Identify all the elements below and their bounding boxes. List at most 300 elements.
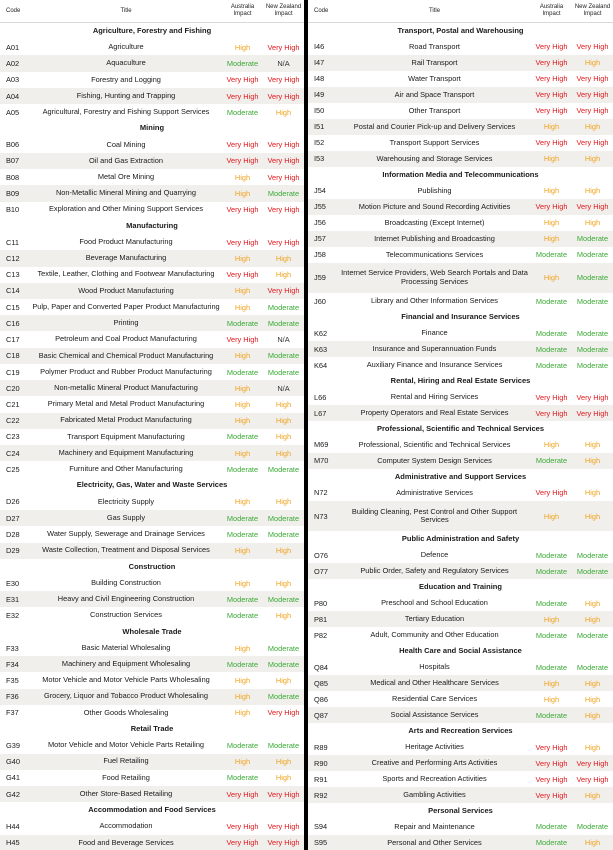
new-zealand-impact: High [275,611,292,621]
australia-impact: High [543,154,560,164]
new-zealand-impact: Very High [267,91,300,101]
new-zealand-impact: Very High [267,172,300,182]
new-zealand-impact: Very High [576,90,609,100]
table-row [0,689,304,705]
industry-code: E31 [6,594,20,604]
industry-title: Primary Metal and Metal Product Manufacturing [47,399,205,409]
table-row [0,429,304,445]
australia-impact: Very High [226,822,259,832]
australia-impact: High [543,614,560,624]
table-row [308,547,613,563]
industry-code: K63 [314,344,328,354]
table-row [308,771,613,787]
new-zealand-impact: Moderate [576,344,609,354]
industry-title: Fishing, Hunting and Trapping [76,90,176,100]
section-title: Information Media and Telecommunications [382,169,539,179]
table-row [0,705,304,721]
new-zealand-impact: Very High [576,42,609,52]
industry-code: F35 [6,675,19,685]
australia-impact: Moderate [535,456,568,466]
industry-title: Rail Transport [411,57,458,67]
section-title: Arts and Recreation Services [408,725,513,735]
table-row [308,71,613,87]
industry-title: Electricity Supply [97,496,155,506]
industry-code: B09 [6,188,20,198]
industry-code: O76 [314,550,328,560]
right-column [308,0,613,850]
industry-title: Publishing [417,185,452,195]
industry-title: Grocery, Liquor and Tobacco Product Wholesaling [43,691,209,701]
table-row [308,87,613,103]
table-row [0,640,304,656]
industry-code: Q86 [314,694,328,704]
new-zealand-impact: High [584,440,601,450]
australia-impact: Moderate [535,710,568,720]
industry-code: I50 [314,106,325,116]
section-header [308,23,613,39]
industry-code: R89 [314,742,328,752]
table-row [0,526,304,542]
section-header [0,721,304,737]
industry-code: R92 [314,790,328,800]
australia-impact: Moderate [226,659,259,669]
australia-impact: High [234,708,251,718]
industry-title: Oil and Gas Extraction [89,155,163,165]
industry-code: G42 [6,789,20,799]
industry-code: M69 [314,440,329,450]
new-zealand-impact: High [275,448,292,458]
new-zealand-impact: Moderate [267,367,300,377]
industry-code: G41 [6,773,20,783]
australia-impact: Moderate [535,566,568,576]
section-header [0,478,304,494]
industry-title: Agricultural, Forestry and Fishing Support Services [42,107,210,117]
industry-code: I48 [314,74,325,84]
industry-title: Heritage Activities [405,741,464,751]
industry-code: C11 [6,237,20,247]
new-zealand-impact: Very High [576,202,609,212]
table-row [0,299,304,315]
table-row [0,786,304,802]
australia-impact: Very High [535,742,568,752]
australia-impact: Moderate [535,630,568,640]
australia-impact: Very High [535,408,568,418]
australia-impact: Moderate [226,464,259,474]
new-zealand-impact: High [584,614,601,624]
section-header [308,643,613,659]
industry-title: Finance [421,327,448,337]
table-row [308,357,613,373]
new-zealand-impact: High [584,218,601,228]
industry-title: Polymer Product and Rubber Product Manufacturing [40,366,212,376]
industry-code: B08 [6,172,20,182]
header-nz-impact: New Zealand Impact [265,4,302,17]
industry-code: C18 [6,351,20,361]
industry-title: Rental and Hiring Services [390,391,479,401]
industry-code: J58 [314,250,326,260]
industry-code: J55 [314,202,326,212]
industry-code: D26 [6,497,20,507]
table-row [308,485,613,501]
industry-title: Professional, Scientific and Technical Services [358,439,511,449]
industry-code: N73 [314,511,328,521]
new-zealand-impact: Very High [576,138,609,148]
new-zealand-impact: High [584,598,601,608]
table-row [308,739,613,755]
industry-title: Heavy and Civil Engineering Construction [57,594,195,604]
industry-code: C21 [6,400,20,409]
australia-impact: High [543,678,560,688]
table-row [308,183,613,199]
new-zealand-impact: Very High [267,708,300,718]
industry-code: P82 [314,630,328,640]
industry-code: C16 [6,318,20,328]
table-row [0,770,304,786]
industry-code: L66 [314,392,327,402]
industry-title: Food and Beverage Services [78,837,174,847]
industry-title: Metal Ore Mining [97,171,155,181]
industry-title: Aquaculture [106,58,146,68]
new-zealand-impact: High [584,790,601,800]
industry-code: H45 [6,838,20,848]
australia-impact: High [543,218,560,228]
table-row [308,707,613,723]
australia-impact: Moderate [535,598,568,608]
table-row [308,501,613,531]
new-zealand-impact: Very High [267,156,300,166]
section-header [0,23,304,39]
industry-title: Exploration and Other Mining Support Services [48,204,204,214]
australia-impact: High [234,416,251,426]
industry-title: Computer System Design Services [377,455,492,465]
industry-title: Auxiliary Finance and Insurance Services [366,359,503,369]
australia-impact: Moderate [535,328,568,338]
australia-impact: Very High [226,205,259,215]
australia-impact: High [234,302,251,312]
australia-impact: High [234,286,251,296]
new-zealand-impact: High [584,58,601,68]
industry-title: Building Cleaning, Pest Control and Other Support Services [351,506,518,525]
industry-code: F34 [6,659,19,669]
table-row [308,675,613,691]
australia-impact: Very High [535,90,568,100]
new-zealand-impact: Moderate [576,328,609,338]
industry-code: P80 [314,598,328,608]
new-zealand-impact: High [275,432,292,442]
australia-impact: Very High [226,140,259,150]
industry-code: B10 [6,205,20,215]
industry-title: Warehousing and Storage Services [376,153,493,163]
industry-title: Food Retailing [102,772,150,782]
new-zealand-impact: Very High [267,42,300,52]
table-row [0,153,304,169]
table-row [0,72,304,88]
header-title: Title [120,7,132,14]
new-zealand-impact: High [584,678,601,688]
industry-code: K62 [314,328,328,338]
section-header [0,559,304,575]
industry-title: Water Supply, Sewerage and Drainage Services [47,529,205,539]
australia-impact: High [234,578,251,588]
industry-title: Administrative Services [396,487,473,497]
australia-impact: High [543,511,560,521]
australia-impact: Very High [535,106,568,116]
industry-code: R90 [314,758,328,768]
section-title: Agriculture, Forestry and Fishing [92,25,212,35]
section-title: Rental, Hiring and Real Estate Services [390,375,531,385]
section-title: Construction [128,561,176,571]
australia-impact: Moderate [226,432,259,442]
table-row [308,691,613,707]
table-row [308,453,613,469]
new-zealand-impact: High [275,270,292,280]
table-row [0,202,304,218]
industry-code: I49 [314,90,325,100]
industry-code: F33 [6,643,19,653]
section-title: Retail Trade [130,723,174,733]
table-row [0,55,304,71]
australia-impact: High [234,400,251,409]
table-row [0,461,304,477]
industry-code: A04 [6,91,20,101]
australia-impact: Moderate [226,773,259,783]
australia-impact: High [234,448,251,458]
new-zealand-impact: High [584,122,601,132]
industry-title: Other Transport [408,105,461,115]
new-zealand-impact: Moderate [576,550,609,560]
new-zealand-impact: High [584,710,601,720]
table-row [308,55,613,71]
table-row [0,835,304,850]
new-zealand-impact: High [275,107,292,117]
new-zealand-impact: Moderate [576,273,609,283]
new-zealand-impact: Very High [576,758,609,768]
table-row [0,656,304,672]
new-zealand-impact: Moderate [267,659,300,669]
new-zealand-impact: Moderate [576,296,609,306]
australia-impact: High [234,675,251,685]
table-row [0,672,304,688]
industry-code: J56 [314,218,326,228]
section-title: Health Care and Social Assistance [399,645,522,655]
australia-impact: Moderate [226,529,259,539]
australia-impact: High [543,234,560,244]
industry-title: Wood Product Manufacturing [78,285,174,295]
australia-impact: Moderate [226,513,259,523]
australia-impact: High [543,122,560,132]
new-zealand-impact: Moderate [267,464,300,474]
new-zealand-impact: Moderate [267,351,300,361]
section-header [0,802,304,818]
industry-title: Building Construction [91,577,161,587]
industry-code: C17 [6,335,20,345]
industry-title: Insurance and Superannuation Funds [372,343,497,353]
industry-title: Machinery and Equipment Wholesaling [61,659,191,668]
industry-title: Repair and Maintenance [394,821,475,831]
industry-code: A01 [6,42,20,52]
australia-impact: Moderate [535,360,568,370]
new-zealand-impact: Moderate [576,822,609,832]
industry-title: Forestry and Logging [91,74,161,84]
industry-code: J54 [314,186,326,196]
industry-title: Tertiary Education [404,613,465,623]
table-row [308,341,613,357]
australia-impact: High [234,188,251,198]
australia-impact: Moderate [226,367,259,377]
new-zealand-impact: Very High [267,286,300,296]
industry-title: Coal Mining [106,139,146,149]
australia-impact: Very High [535,392,568,402]
industry-title: Creative and Performing Arts Activities [371,757,498,767]
industry-title: Preschool and School Education [381,597,488,607]
right-rows [308,23,613,850]
new-zealand-impact: Moderate [267,643,300,653]
australia-impact: Very High [226,789,259,799]
australia-impact: Very High [535,758,568,768]
australia-impact: Moderate [535,296,568,306]
table-row [0,737,304,753]
new-zealand-impact: Moderate [267,529,300,539]
australia-impact: Moderate [226,318,259,328]
industry-title: Hospitals [419,661,450,671]
new-zealand-impact: High [584,456,601,466]
table-row [0,818,304,834]
industry-code: M70 [314,456,329,466]
new-zealand-impact: Moderate [576,360,609,370]
industry-code: G39 [6,740,20,750]
section-title: Wholesale Trade [122,626,182,636]
industry-code: Q85 [314,678,328,688]
new-zealand-impact: High [584,154,601,164]
australia-impact: High [234,351,251,361]
table-row [308,819,613,835]
new-zealand-impact: Very High [267,822,300,832]
industry-title: Medical and Other Healthcare Services [370,677,499,687]
industry-code: I53 [314,154,325,164]
section-title: Transport, Postal and Warehousing [397,25,524,35]
industry-title: Gas Supply [106,512,146,522]
australia-impact: Very High [226,270,259,280]
industry-code: K64 [314,360,328,370]
table-row [308,325,613,341]
new-zealand-impact: High [275,675,292,685]
table-row [0,591,304,607]
industry-code: C15 [6,302,20,312]
industry-code: D28 [6,529,20,539]
industry-title: Defence [420,550,449,559]
australia-impact: High [234,497,251,507]
industry-title: Petroleum and Coal Product Manufacturing [55,334,197,344]
table-row [308,437,613,453]
industry-code: E30 [6,578,20,588]
australia-impact: Very High [535,42,568,52]
table-row [0,364,304,380]
industry-code: A05 [6,107,20,117]
industry-code: A02 [6,59,20,69]
section-header [308,469,613,485]
industry-title: Other Goods Wholesaling [83,707,169,717]
section-title: Education and Training [419,581,502,591]
table-header [0,0,304,23]
table-row [308,215,613,231]
industry-code: A03 [6,75,20,85]
new-zealand-impact: Moderate [267,302,300,312]
industry-title: Motion Picture and Sound Recording Activities [358,201,511,211]
industry-code: S94 [314,822,328,832]
new-zealand-impact: Very High [267,237,300,247]
section-title: Public Administration and Safety [401,534,520,544]
industry-title: Non-Metallic Mineral Mining and Quarrying [55,188,197,198]
new-zealand-impact: N/A [277,383,290,393]
section-header [308,309,613,325]
industry-title: Agriculture [108,42,144,52]
table-row [0,104,304,120]
industry-code: J57 [314,234,326,244]
industry-code: C25 [6,464,20,474]
header-code: Code [314,8,329,14]
table-row [308,199,613,215]
industry-title: Personal and Other Services [387,837,482,847]
table-row [308,389,613,405]
new-zealand-impact: Moderate [267,740,300,750]
australia-impact: Very High [226,75,259,85]
table-row [0,445,304,461]
table-row [308,835,613,850]
new-zealand-impact: N/A [277,335,290,345]
table-row [0,413,304,429]
section-title: Personal Services [428,805,493,815]
australia-impact: High [234,42,251,52]
australia-impact: High [543,440,560,450]
industry-code: F36 [6,692,19,702]
australia-impact: Moderate [226,594,259,604]
new-zealand-impact: Very High [576,106,609,116]
industry-title: Postal and Courier Pick-up and Delivery Services [353,121,516,131]
industry-code: R91 [314,774,328,784]
section-title: Financial and Insurance Services [401,311,520,321]
table-row [308,595,613,611]
table-row [0,315,304,331]
industry-code: H44 [6,822,20,832]
industry-title: Internet Service Providers, Web Search Portals and Data Processing Services [341,268,528,286]
industry-code: G40 [6,757,20,767]
australia-impact: Very High [535,138,568,148]
section-title: Professional, Scientific and Technical Services [376,423,544,433]
table-row [308,405,613,421]
new-zealand-impact: Moderate [267,594,300,604]
header-au-impact: Australia Impact [230,4,255,17]
table-row [308,563,613,579]
new-zealand-impact: Very High [576,74,609,84]
industry-code: E32 [6,611,20,621]
new-zealand-impact: High [584,511,601,521]
new-zealand-impact: High [275,497,292,507]
section-header [308,579,613,595]
australia-impact: Very High [226,91,259,101]
industry-code: C14 [6,286,20,296]
industry-code: N72 [314,488,328,498]
australia-impact: High [234,643,251,653]
industry-title: Beverage Manufacturing [85,253,167,263]
new-zealand-impact: High [584,838,601,848]
table-row [0,234,304,250]
header-nz-impact: New Zealand Impact [574,4,611,17]
section-title: Manufacturing [126,220,178,230]
industry-code: I51 [314,122,325,132]
section-title: Electricity, Gas, Water and Waste Services [76,480,228,490]
section-header [0,120,304,136]
australia-impact: Moderate [226,107,259,117]
